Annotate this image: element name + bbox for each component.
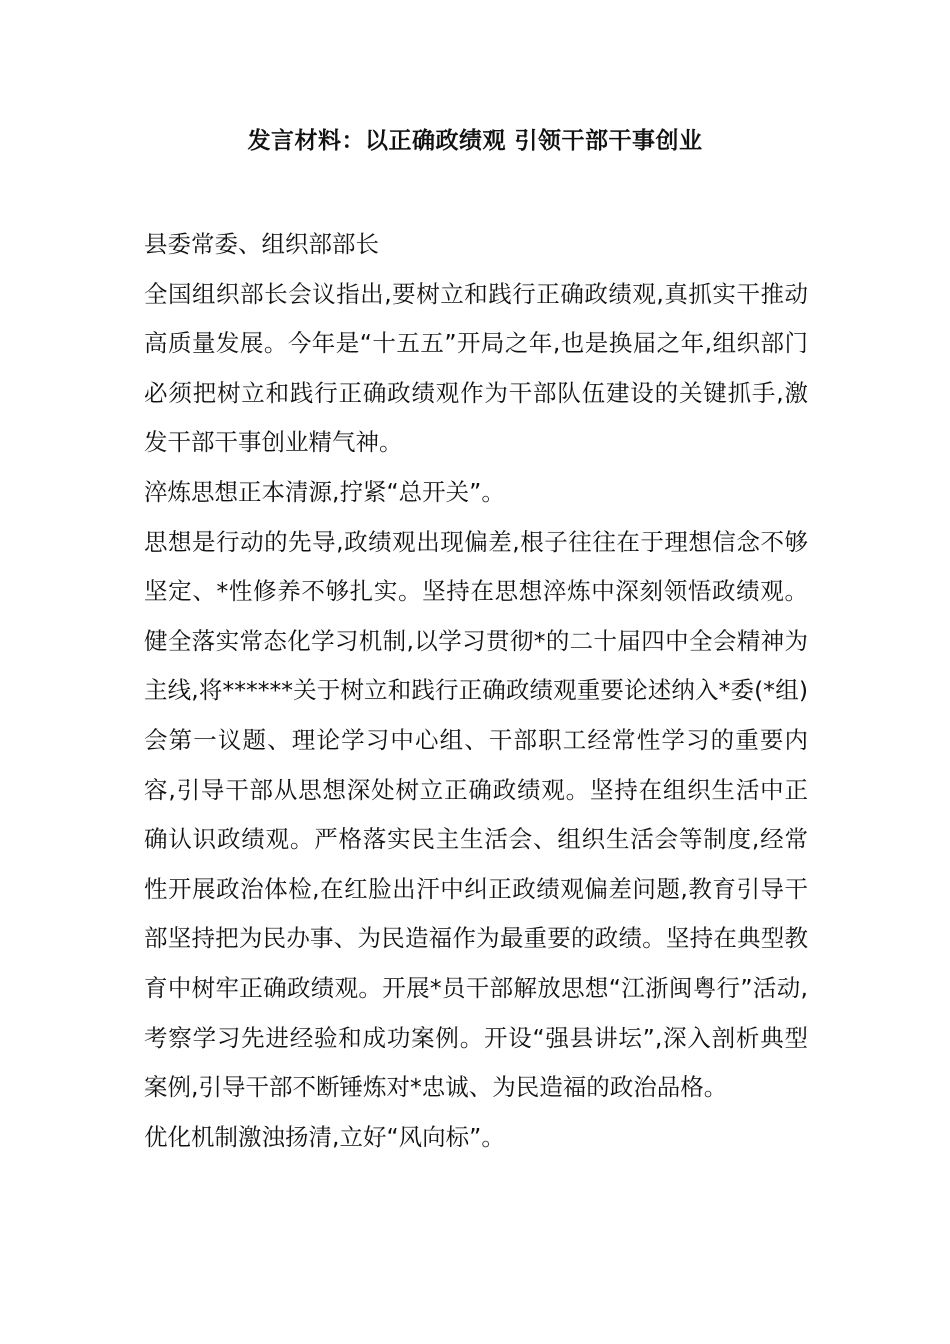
author-line: 县委常委、组织部部长 — [144, 230, 379, 258]
document-title: 发言材料：以正确政绩观 引领干部干事创业 — [247, 128, 703, 154]
paragraph-section-1: 思想是行动的先导,政绩观出现偏差,根子往往在于理想信念不够坚定、*性修养不够扎实。坚持在思想淬炼中深刻领悟政绩观。健全落实常态化学习机制,以学习贯彻*的二十届四中全会精神为主线,将******关于树立和践行正确政绩观重要论述纳入*委(*组)会第一议题、理论学习中心组、干部职工经常性学习的重要内容,引导干部从思想深处树立正确政绩观。坚持在组织生活中正确认识政绩观。严格落实民主生活会、组织生活会等制度,经常性开展政治体检,在红脸出汗中纠正政绩观偏差问题,教育引导干部坚持把为民办事、为民造福作为最重要的政绩。坚持在典型教育中树牢正确政绩观。开展*员干部解放思想“江浙闽粤行”活动,考察学习先进经验和成功案例。开设“强县讲坛”,深入剖析典型案例,引导干部不断锤炼对*忠诚、为民造福的政治品格。 — [144, 527, 808, 1102]
paragraph-intro: 全国组织部长会议指出,要树立和践行正确政绩观,真抓实干推动高质量发展。今年是“十五五”开局之年,也是换届之年,组织部门必须把树立和践行正确政绩观作为干部队伍建设的关键抓手,激发干部干事创业精气神。 — [144, 279, 808, 457]
section-heading-2: 优化机制激浊扬清,立好“风向标”。 — [144, 1122, 505, 1151]
document-body — [144, 220, 808, 1162]
section-heading-1: 淬炼思想正本清源,拧紧“总开关”。 — [144, 477, 505, 506]
